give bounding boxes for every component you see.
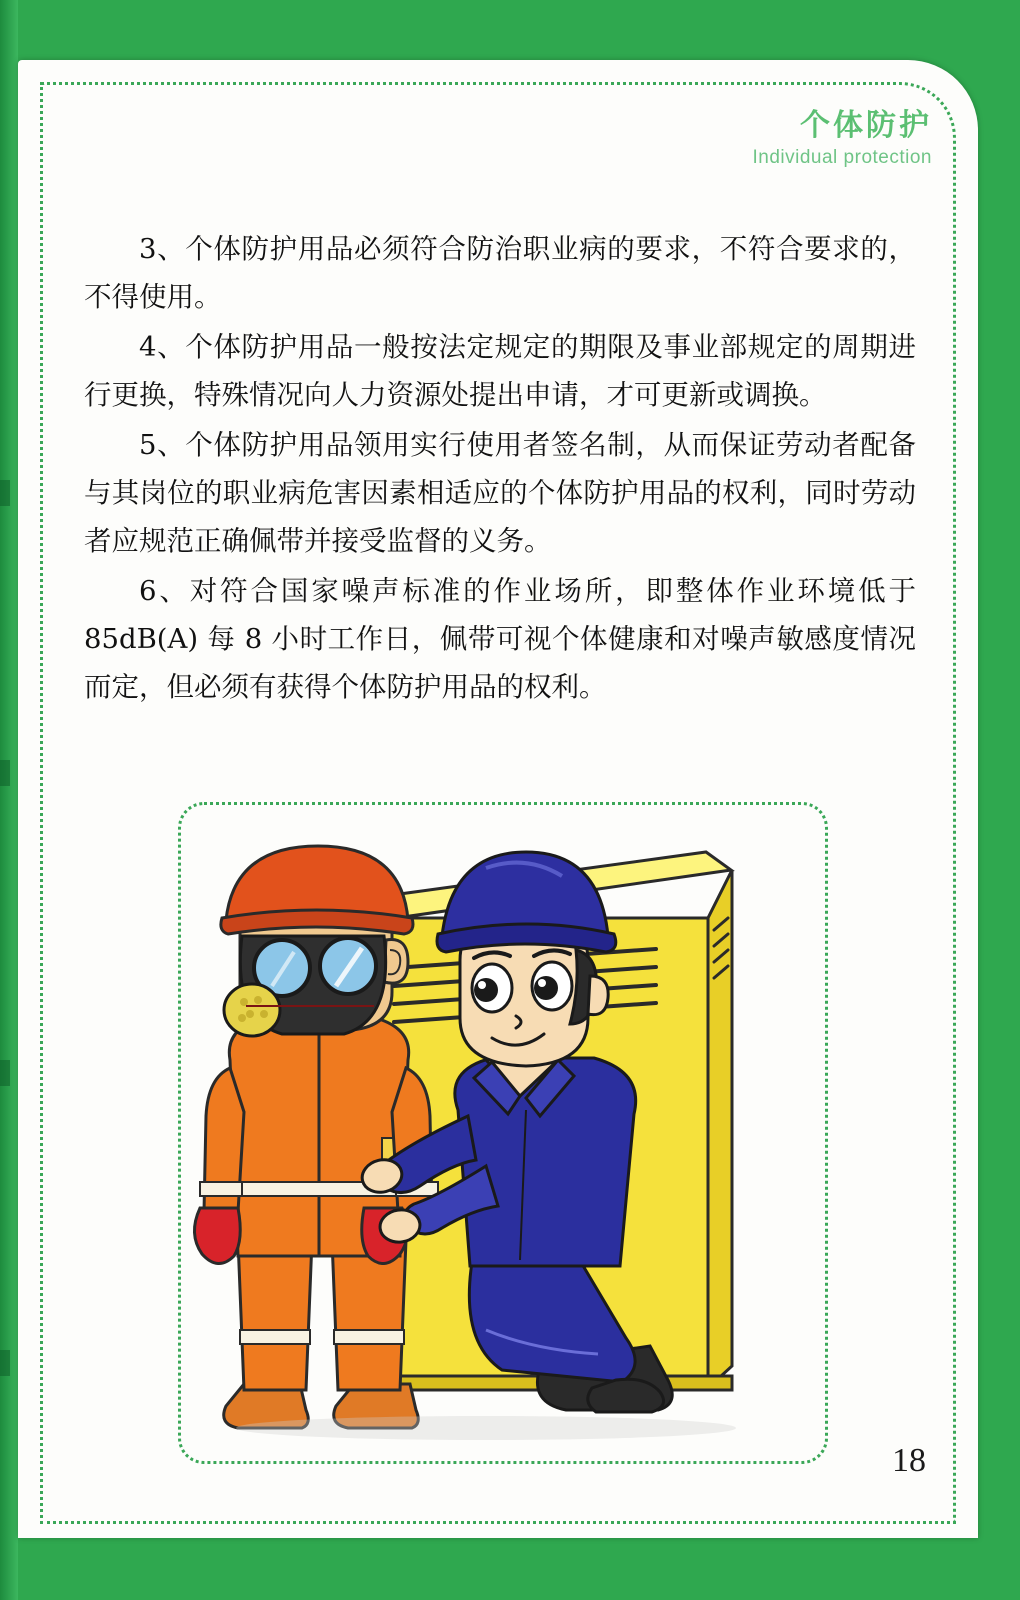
body-text — [84, 225, 916, 713]
header-title-en: Individual protection — [752, 147, 932, 169]
page-paper — [18, 60, 978, 1538]
paragraph-3: 3、个体防护用品必须符合防治职业病的要求，不符合要求的，不得使用。 — [84, 233, 916, 313]
binding-punch-4 — [0, 1350, 10, 1376]
page-header — [753, 110, 933, 169]
header-title-cn: 个体防护 — [800, 108, 932, 143]
illustration-artwork — [186, 810, 820, 1456]
paragraph-6: 6、对符合国家噪声标准的作业场所，即整体作业环境低于 85dB(A) 每 8 小时工作日，佩带可视个体健康和对噪声敏感度情况而定，但必须有获得个体防护用品的权利。 — [84, 575, 916, 703]
illustration — [178, 802, 828, 1464]
binding-punch-3 — [0, 1060, 10, 1086]
binding-punch-1 — [0, 480, 10, 506]
paragraph-5: 5、个体防护用品领用实行使用者签名制，从而保证劳动者配备与其岗位的职业病危害因素相适应的个体防护用品的权利，同时劳动者应规范正确佩带并接受监督的义务。 — [84, 429, 916, 557]
paragraph-4: 4、个体防护用品一般按法定规定的期限及事业部规定的周期进行更换，特殊情况向人力资源处提出申请，才可更新或调换。 — [84, 331, 916, 411]
orange-protective-suit — [194, 846, 438, 1428]
binding-punch-2 — [0, 760, 10, 786]
page-number: 18 — [892, 1442, 926, 1479]
